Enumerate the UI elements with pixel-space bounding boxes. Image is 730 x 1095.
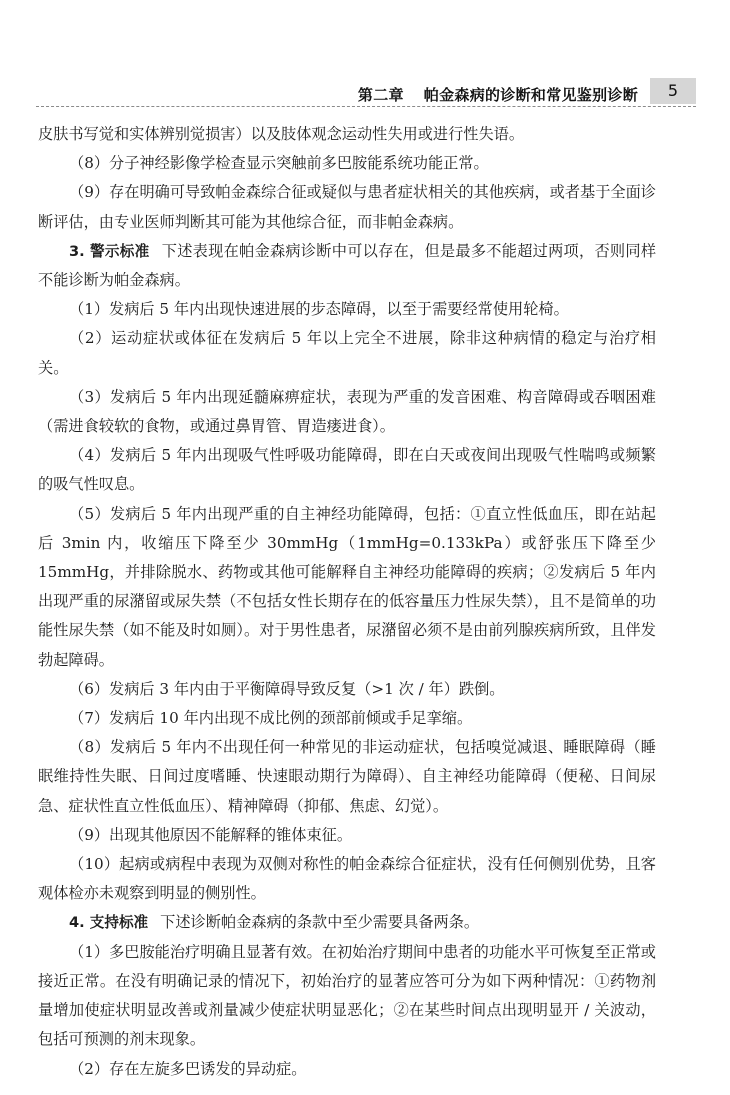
section-heading: 3. 警示标准 (69, 242, 150, 260)
section-intro: 下述表现在帕金森病诊断中可以存在，但是最多不能超过两项，否则同样不能诊断为帕金森病。 (38, 241, 657, 290)
list-item: （9）出现其他原因不能解释的锥体束征。 (69, 825, 353, 844)
list-item: （2）存在左旋多巴诱发的异动症。 (69, 1059, 307, 1078)
chapter-title: 帕金森病的诊断和常见鉴别诊断 (423, 86, 638, 104)
list-item: （7）发病后 10 年内出现不成比例的颈部前倾或手足挛缩。 (69, 709, 473, 728)
header-title-line (358, 84, 638, 105)
list-item: （4）发病后 5 年内出现吸气性呼吸功能障碍，即在白天或夜间出现吸气性喘鸣或频繁的吸气性叹息。 (38, 446, 656, 494)
paragraph: （8）分子神经影像学检查显示突触前多巴胺能系统功能正常。 (69, 154, 489, 173)
section-heading: 4. 支持标准 (69, 914, 149, 932)
list-item: （8）发病后 5 年内不出现任何一种常见的非运动症状，包括嗅觉减退、睡眠障碍（睡眠维持性失眠、日间过度嗜睡、快速眼动期行为障碍）、自主神经功能障碍（便秘、日间尿急、症状性直立性低血压）、精神障碍（抑郁、焦虑、幻觉）。 (38, 738, 656, 815)
running-header (36, 78, 696, 108)
list-item: （1）多巴胺能治疗明确且显著有效。在初始治疗期间中患者的功能水平可恢复至正常或接近正常。在没有明确记录的情况下，初始治疗的显著应答可分为如下两种情况：①药物剂量增加使症状明显改善或剂量减少使症状明显恶化；②在某些时间点出现明显开 / 关波动，包括可预测的剂末现象。 (38, 942, 656, 1049)
list-item: （5）发病后 5 年内出现严重的自主神经功能障碍，包括：①直立性低血压，即在站起后 3min 内，收缩压下降至少 30mmHg（1mmHg=0.133kPa）或舒张压下降至少 15mmHg，并排除脱水、药物或其他可能解释自主神经功能障碍的疾病；②发病后 5 年内出现严重的尿潴留或尿失禁（不包括女性长期存在的低容量压力性尿失禁），且不是简单的功能性尿失禁（如不能及时如厕）。对于男性患者，尿潴留必须不是由前列腺疾病所致，且伴发勃起障碍。 (38, 504, 656, 669)
paragraph: 皮肤书写觉和实体辨别觉损害）以及肢体观念运动性失用或进行性失语。 (38, 125, 524, 143)
section-intro: 下述诊断帕金森病的条款中至少需要具备两条。 (160, 913, 480, 932)
section-warning (38, 237, 656, 295)
list-item: （10）起病或病程中表现为双侧对称性的帕金森综合征症状，没有任何侧别优势，且客观体检亦未观察到明显的侧别性。 (38, 855, 656, 903)
paragraph: （9）存在明确可导致帕金森综合征或疑似与患者症状相关的其他疾病，或者基于全面诊断评估，由专业医师判断其可能为其他综合征，而非帕金森病。 (38, 183, 656, 231)
list-item: （2）运动症状或体征在发病后 5 年以上完全不进展，除非这种病情的稳定与治疗相关。 (38, 329, 656, 377)
section-support (38, 908, 656, 937)
list-item: （1）发病后 5 年内出现快速进展的步态障碍，以至于需要经常使用轮椅。 (69, 300, 569, 319)
list-item: （6）发病后 3 年内由于平衡障碍导致反复（>1 次 / 年）跌倒。 (69, 679, 505, 698)
page-number: 5 (650, 78, 696, 104)
header-divider (36, 106, 696, 107)
chapter-label: 第二章 (357, 86, 404, 104)
list-item: （3）发病后 5 年内出现延髓麻痹症状，表现为严重的发音困难、构音障碍或吞咽困难（需进食较软的食物，或通过鼻胃管、胃造瘘进食）。 (38, 387, 656, 436)
page-body (38, 120, 656, 1084)
